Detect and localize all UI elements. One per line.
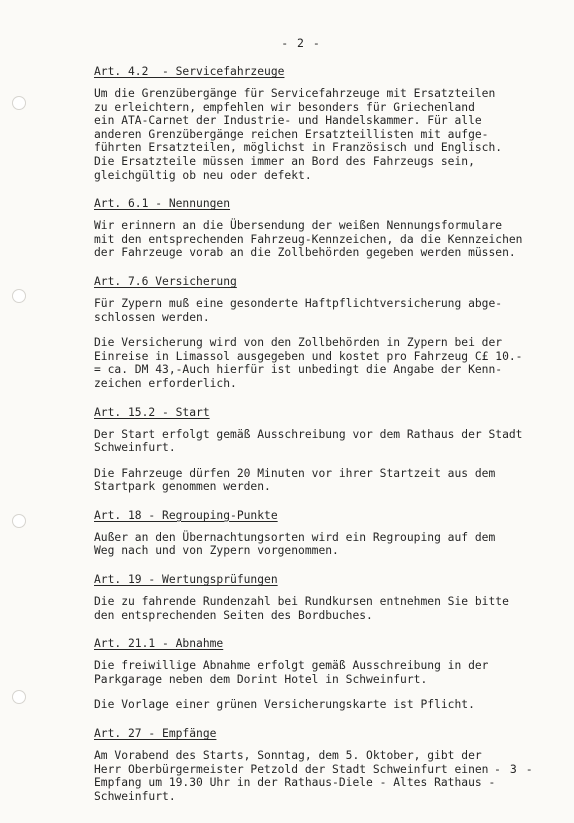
text-line: gleichgültig ob neu oder defekt.: [94, 168, 312, 182]
section-heading: Art. 21.1 - Abnahme: [94, 637, 224, 651]
text-line: schlossen werden.: [94, 310, 210, 324]
punch-hole: [12, 96, 26, 110]
section-heading: Art. 18 - Regrouping-Punkte: [94, 508, 278, 522]
section: [94, 270, 564, 401]
text-line: Die Vorlage einer grünen Versicherungskarte ist Pflicht.: [94, 698, 475, 712]
text-line: Herr Oberbürgermeister Petzold der Stadt Schweinfurt einen: [94, 762, 489, 776]
punch-hole: [12, 289, 26, 303]
paragraph: [94, 698, 564, 712]
text-line: Weg nach und von Zypern vorgenommen.: [94, 544, 339, 558]
paragraph: [94, 659, 564, 686]
text-line: führten Ersatzteilen, möglichst in Französisch und Englisch.: [94, 141, 503, 155]
text-line: den entsprechenden Seiten des Bordbuches.: [94, 608, 373, 622]
section: [94, 60, 564, 192]
text-line: anderen Grenzübergänge reichen Ersatzteillisten mit aufge-: [94, 127, 489, 141]
text-line: Der Start erfolgt gemäß Ausschreibung vor dem Rathaus der Stadt: [94, 427, 523, 441]
text-line: Am Vorabend des Starts, Sonntag, dem 5. Oktober, gibt der: [94, 749, 482, 763]
section-heading: Art. 4.2 - Servicefahrzeuge: [94, 65, 285, 78]
paragraph: [94, 467, 564, 494]
paragraph: [94, 219, 564, 260]
section: [94, 192, 564, 270]
section-heading: Art. 6.1 - Nennungen: [94, 197, 231, 211]
text-line: Um die Grenzübergänge für Servicefahrzeuge mit Ersatzteilen: [94, 87, 496, 100]
punch-hole: [12, 514, 26, 528]
text-line: Wir erinnern an die Übersendung der weißen Nennungsformulare: [94, 219, 503, 233]
text-line: Außer an den Übernachtungsorten wird ein Regrouping auf dem: [94, 530, 496, 544]
text-line: Startpark genommen werden.: [94, 480, 271, 494]
text-line: Schweinfurt.: [94, 789, 176, 803]
text-line: zeichen erforderlich.: [94, 376, 237, 390]
text-line: Die Ersatzteile müssen immer an Bord des Fahrzeugs sein,: [94, 154, 475, 168]
section-heading: Art. 19 - Wertungsprüfungen: [94, 573, 278, 587]
paragraph: [94, 297, 564, 324]
section-heading: Art. 27 - Empfänge: [94, 727, 217, 741]
text-line: Parkgarage neben dem Dorint Hotel in Schweinfurt.: [94, 672, 428, 686]
paragraph: [94, 749, 564, 803]
paragraph: [94, 595, 564, 622]
section: [94, 401, 564, 504]
section-heading: Art. 15.2 - Start: [94, 405, 210, 419]
page-number-bottom: - 3 -: [494, 762, 534, 776]
punch-hole: [12, 690, 26, 704]
paragraph: [94, 531, 564, 558]
section-heading: Art. 7.6 Versicherung: [94, 274, 237, 288]
text-line: = ca. DM 43,-Auch hierfür ist unbedingt die Angabe der Kenn-: [94, 363, 503, 377]
page-number-top: - 2 -: [281, 36, 321, 50]
section: [94, 632, 564, 722]
section: [94, 568, 564, 632]
text-line: Empfang um 19.30 Uhr in der Rathaus-Diele - Altes Rathaus -: [94, 776, 496, 790]
text-line: Die Fahrzeuge dürfen 20 Minuten vor ihrer Startzeit aus dem: [94, 466, 496, 480]
text-line: Einreise in Limassol ausgegeben und kostet pro Fahrzeug C£ 10.-: [94, 349, 523, 363]
paragraph: [94, 87, 564, 182]
text-line: Die Versicherung wird von den Zollbehörden in Zypern bei der: [94, 336, 503, 350]
text-line: ein ATA-Carnet der Industrie- und Handelskammer. Für alle: [94, 114, 482, 128]
paragraph: [94, 336, 564, 390]
text-line: Die zu fahrende Rundenzahl bei Rundkursen entnehmen Sie bitte: [94, 595, 509, 609]
section: [94, 504, 564, 568]
text-line: Die freiwillige Abnahme erfolgt gemäß Ausschreibung in der: [94, 659, 489, 673]
paragraph: [94, 428, 564, 455]
text-line: Für Zypern muß eine gesonderte Haftpflichtversicherung abge-: [94, 296, 503, 310]
text-line: mit den entsprechenden Fahrzeug-Kennzeichen, da die Kennzeichen: [94, 232, 523, 246]
text-line: zu erleichtern, empfehlen wir besonders für Griechenland: [94, 100, 475, 114]
text-line: der Fahrzeuge vorab an die Zollbehörden gegeben werden müssen.: [94, 246, 516, 260]
text-line: Schweinfurt.: [94, 441, 176, 455]
document-body: [94, 60, 564, 803]
